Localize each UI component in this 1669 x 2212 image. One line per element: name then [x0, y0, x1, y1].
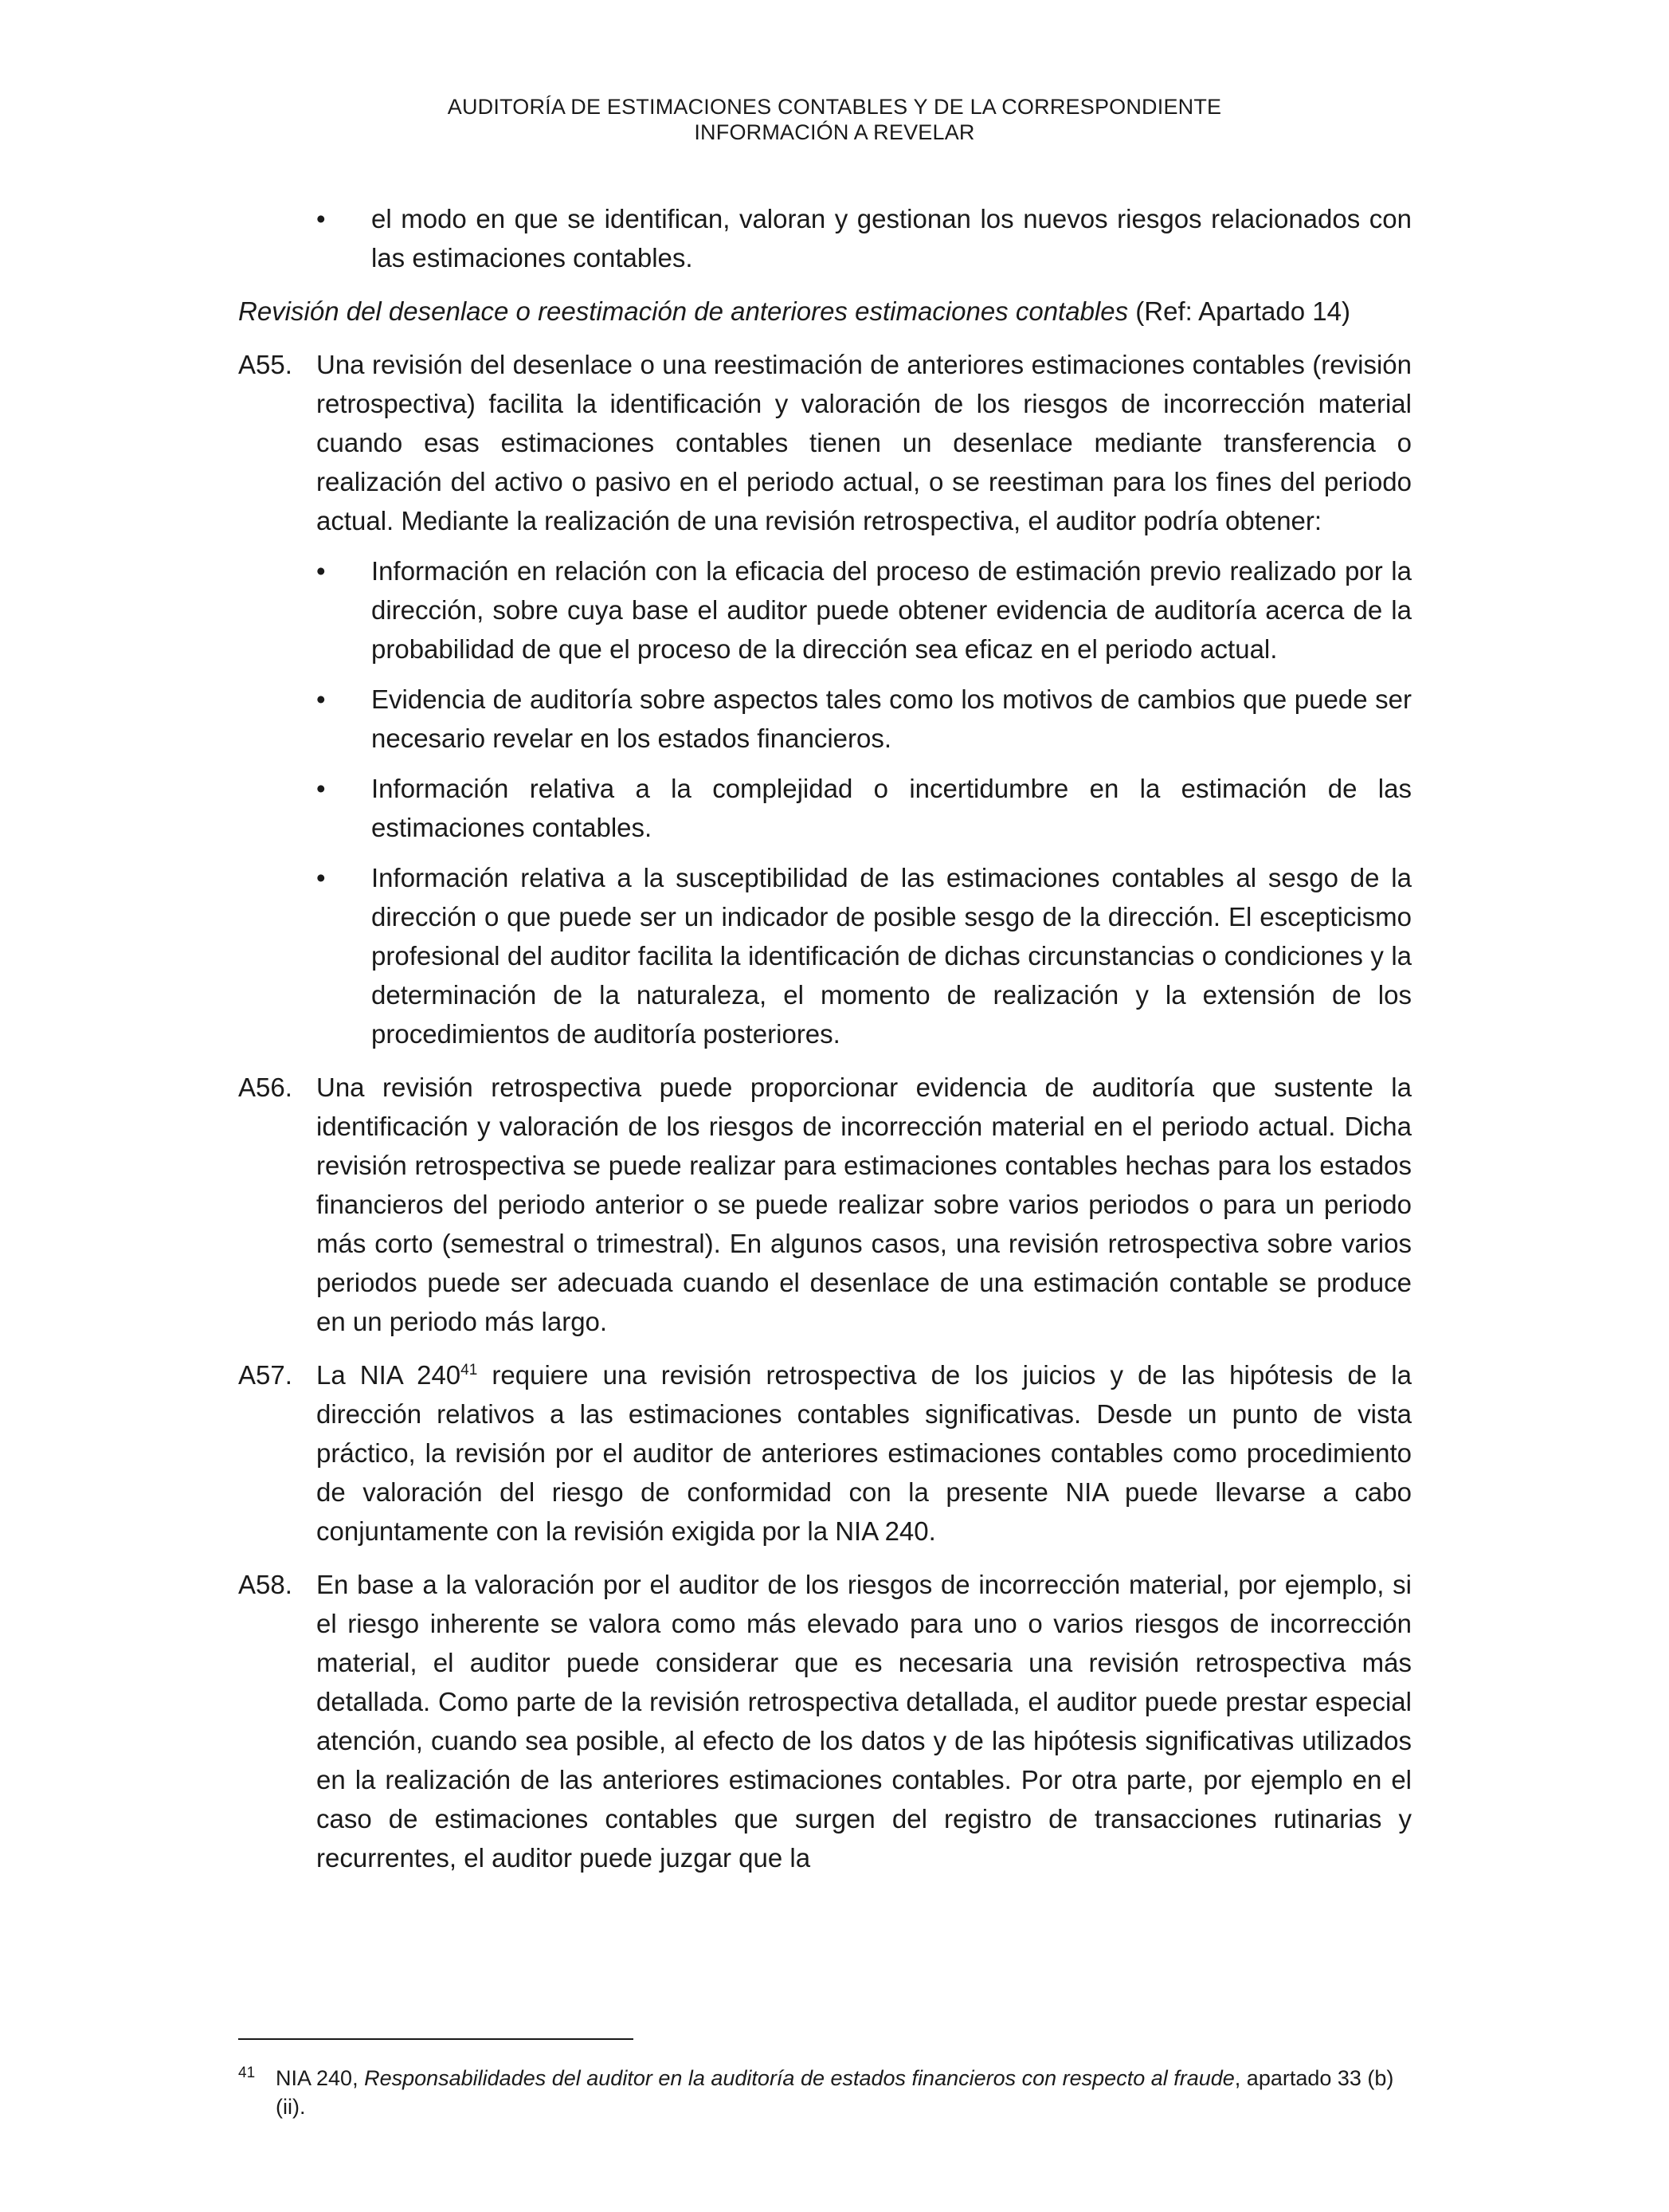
bullet-icon: •: [316, 863, 326, 892]
paragraph-a58: [238, 1565, 1412, 1877]
bullet-icon: •: [316, 204, 326, 233]
document-body: [238, 199, 1412, 1877]
paragraph-a57: [238, 1355, 1412, 1551]
paragraph-text: En base a la valoración por el auditor de los riesgos de incorrección material, por ejemplo, si el riesgo inherente se valora como más elevado para uno o varios riesgos de incorrección material, el auditor puede considerar que es necesaria una revisión retrospectiva más detallada. Como parte de la revisión retrospectiva detallada, el auditor puede prestar especial atención, cuando sea posible, al efecto de los datos y de las hipótesis significativas utilizados en la realización de las anteriores estimaciones contables. Por otra parte, por ejemplo en el caso de estimaciones contables que surgen del registro de transacciones rutinarias y recurrentes, el auditor puede juzgar que la: [316, 1570, 1412, 1873]
bullet-item: [238, 769, 1412, 847]
header-line-2: INFORMACIÓN A REVELAR: [694, 120, 975, 144]
bullet-text: Información en relación con la eficacia del proceso de estimación previo realizado por la dirección, sobre cuya base el auditor puede obtener evidencia de auditoría acerca de la probabilidad de que el proceso de la dirección sea eficaz en el periodo actual.: [371, 556, 1412, 664]
paragraph-text-end: requiere una revisión retrospectiva de los juicios y de las hipótesis de la dirección relativos a las estimaciones contables significativas. Desde un punto de vista práctico, la revisión por el auditor de anteriores estimaciones contables como procedimiento de valoración del riesgo de conformidad con la presente NIA puede llevarse a cabo conjuntamente con la revisión exigida por la NIA 240.: [316, 1360, 1412, 1546]
header-line-1: AUDITORÍA DE ESTIMACIONES CONTABLES Y DE LA CORRESPONDIENTE: [447, 95, 1222, 119]
section-heading: [238, 292, 1412, 331]
bullet-icon: •: [316, 556, 326, 586]
footnote: [238, 2064, 1412, 2121]
footnote-reference[interactable]: 41: [460, 1362, 478, 1379]
bullet-icon: •: [316, 684, 326, 714]
paragraph-a56: [238, 1068, 1412, 1341]
page-header: [0, 94, 1669, 145]
bullet-item: [238, 551, 1412, 669]
bullet-text: Información relativa a la complejidad o incertidumbre en la estimación de las estimaciones contables.: [371, 774, 1412, 842]
paragraph-text-start: La NIA 240: [316, 1360, 461, 1390]
footnote-number: 41: [238, 2065, 256, 2081]
paragraph-number: A56.: [238, 1073, 292, 1102]
bullet-item: [238, 680, 1412, 758]
bullet-text: Evidencia de auditoría sobre aspectos tales como los motivos de cambios que puede ser necesario revelar en los estados financieros.: [371, 684, 1412, 753]
footnote-prefix: NIA 240,: [276, 2066, 365, 2090]
footnote-separator: [238, 2038, 633, 2040]
section-heading-ref: (Ref: Apartado 14): [1135, 296, 1350, 326]
bullet-icon: •: [316, 774, 326, 803]
footnote-title: Responsabilidades del auditor en la auditoría de estados financieros con respecto al fraude: [364, 2066, 1235, 2090]
bullet-text: Información relativa a la susceptibilidad de las estimaciones contables al sesgo de la dirección o que puede ser un indicador de posible sesgo de la dirección. El escepticismo profesional del auditor facilita la identificación de dichas circunstancias o condiciones y la determinación de la naturaleza, el momento de realización y la extensión de los procedimientos de auditoría posteriores.: [371, 863, 1412, 1049]
bullet-item: [238, 199, 1412, 277]
paragraph-number: A58.: [238, 1570, 292, 1599]
bullet-text: el modo en que se identifican, valoran y gestionan los nuevos riesgos relacionados con las estimaciones contables.: [371, 204, 1412, 273]
footnote-text: [238, 2064, 1412, 2121]
paragraph-a55: [238, 345, 1412, 540]
bullet-item: [238, 858, 1412, 1053]
paragraph-text: Una revisión retrospectiva puede proporcionar evidencia de auditoría que sustente la identificación y valoración de los riesgos de incorrección material en el periodo actual. Dicha revisión retrospectiva se puede realizar para estimaciones contables hechas para los estados financieros del periodo anterior o se puede realizar sobre varios periodos o para un periodo más corto (semestral o trimestral). En algunos casos, una revisión retrospectiva sobre varios periodos puede ser adecuada cuando el desenlace de una estimación contable se produce en un periodo más largo.: [316, 1073, 1412, 1336]
paragraph-text: Una revisión del desenlace o una reestimación de anteriores estimaciones contables (revisión retrospectiva) facilita la identificación y valoración de los riesgos de incorrección material cuando esas estimaciones contables tienen un desenlace mediante transferencia o realización del activo o pasivo en el periodo actual, o se reestiman para los fines del periodo actual. Mediante la realización de una revisión retrospectiva, el auditor podría obtener:: [316, 350, 1412, 535]
footnote-suffix: , apartado 33 (b)(ii).: [276, 2066, 1394, 2119]
section-heading-title: Revisión del desenlace o reestimación de anteriores estimaciones contables: [238, 296, 1129, 326]
paragraph-number: A55.: [238, 350, 292, 379]
paragraph-number: A57.: [238, 1360, 292, 1390]
